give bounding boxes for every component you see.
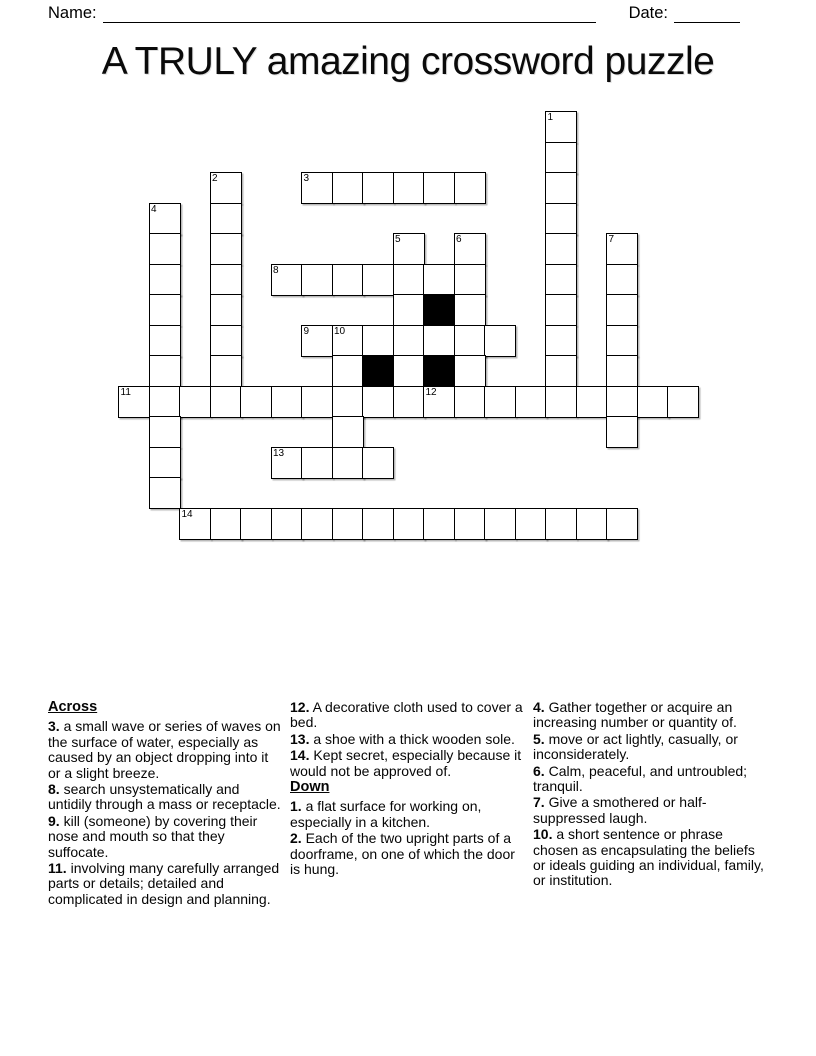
puzzle-title: A TRULY amazing crossword puzzle bbox=[101, 40, 715, 83]
grid-cell[interactable] bbox=[301, 386, 333, 418]
grid-cell[interactable] bbox=[210, 203, 242, 235]
grid-cell[interactable] bbox=[606, 416, 638, 448]
grid-cell[interactable] bbox=[210, 508, 242, 540]
grid-cell[interactable] bbox=[484, 386, 516, 418]
blocked-cell bbox=[423, 355, 455, 387]
clue-number: 12 bbox=[425, 386, 437, 398]
grid-cell[interactable] bbox=[271, 386, 303, 418]
grid-cell[interactable] bbox=[667, 386, 699, 418]
clue: 3. a small wave or series of waves on the surface of water, especially as caused by an object dropping into it or a slight breeze. bbox=[48, 718, 281, 781]
grid-cell[interactable] bbox=[332, 416, 364, 448]
clue-number: 3 bbox=[303, 173, 310, 184]
clue: 2. Each of the two upright parts of a doorframe, on one of which the door is hung. bbox=[290, 830, 515, 878]
grid-cell[interactable] bbox=[301, 447, 333, 479]
grid-cell[interactable] bbox=[454, 355, 486, 387]
clue: 8. search unsystematically and untidily through a mass or receptacle. bbox=[48, 781, 281, 813]
grid-cell[interactable] bbox=[393, 172, 425, 204]
grid-cell[interactable] bbox=[393, 233, 425, 265]
grid-cell[interactable] bbox=[210, 233, 242, 265]
grid-cell[interactable] bbox=[423, 172, 455, 204]
clue-number-label: 9. bbox=[48, 812, 60, 829]
clues-column-down bbox=[533, 700, 766, 890]
grid-cell[interactable] bbox=[454, 386, 486, 418]
clue-number: 6 bbox=[456, 234, 462, 245]
grid-cell[interactable] bbox=[576, 386, 608, 418]
grid-cell[interactable] bbox=[454, 264, 486, 296]
grid-cell[interactable] bbox=[545, 508, 577, 540]
grid-cell[interactable] bbox=[210, 355, 242, 387]
grid-cell[interactable] bbox=[606, 386, 638, 418]
grid-cell[interactable] bbox=[149, 477, 181, 509]
grid-cell[interactable] bbox=[454, 325, 486, 357]
grid-cell[interactable] bbox=[332, 508, 364, 540]
clues-column-middle bbox=[290, 700, 523, 878]
grid-cell[interactable] bbox=[545, 294, 577, 326]
grid-cell[interactable] bbox=[454, 172, 486, 204]
grid-cell[interactable] bbox=[454, 233, 486, 265]
grid-cell[interactable] bbox=[545, 172, 577, 204]
grid-cell[interactable] bbox=[545, 233, 577, 265]
grid-cell[interactable] bbox=[362, 447, 394, 479]
clue: 9. kill (someone) by covering their nose and mouth so that they suffocate. bbox=[48, 812, 258, 860]
grid-cell[interactable] bbox=[179, 386, 211, 418]
date-label: Date: bbox=[628, 4, 668, 22]
clue-number: 14 bbox=[181, 508, 193, 520]
grid-cell[interactable] bbox=[149, 264, 181, 296]
clue-number-label: 4. bbox=[533, 699, 545, 715]
clue-number: 2 bbox=[212, 173, 218, 184]
clue-number-label: 6. bbox=[533, 762, 545, 779]
grid-cell[interactable] bbox=[271, 264, 303, 296]
clue-number-label: 12. bbox=[290, 699, 310, 715]
clue: 11. involving many carefully arranged parts or details; detailed and complicated in design and planning. bbox=[48, 860, 280, 907]
grid-cell[interactable] bbox=[332, 447, 364, 479]
grid-cell[interactable] bbox=[454, 294, 486, 326]
clue-number-label: 14. bbox=[290, 747, 310, 764]
grid-cell[interactable] bbox=[393, 355, 425, 387]
clues-column-across bbox=[48, 700, 281, 908]
clue: 1. a flat surface for working on, especially in a kitchen. bbox=[290, 798, 482, 830]
clue: 5. move or act lightly, casually, or inconsiderately. bbox=[533, 730, 738, 763]
blocked-cell bbox=[362, 355, 394, 387]
grid-cell[interactable] bbox=[393, 325, 425, 357]
grid-cell[interactable] bbox=[606, 294, 638, 326]
grid-cell[interactable] bbox=[606, 355, 638, 387]
grid-cell[interactable] bbox=[118, 386, 150, 418]
grid-cell[interactable] bbox=[545, 203, 577, 235]
clue-number-label: 3. bbox=[48, 718, 60, 735]
grid-cell[interactable] bbox=[240, 508, 272, 540]
clue-number-label: 7. bbox=[533, 794, 545, 811]
clue-number-label: 5. bbox=[533, 730, 545, 747]
grid-cell[interactable] bbox=[393, 386, 425, 418]
clue-number-label: 1. bbox=[290, 798, 302, 815]
grid-cell[interactable] bbox=[423, 264, 455, 296]
grid-cell[interactable] bbox=[393, 264, 425, 296]
grid-cell[interactable] bbox=[210, 386, 242, 418]
grid-cell[interactable] bbox=[576, 508, 608, 540]
grid-cell[interactable] bbox=[362, 172, 394, 204]
grid-cell[interactable] bbox=[149, 294, 181, 326]
grid-cell[interactable] bbox=[545, 386, 577, 418]
clue: 13. a shoe with a thick wooden sole. bbox=[290, 730, 515, 747]
grid-cell[interactable] bbox=[606, 264, 638, 296]
grid-cell[interactable] bbox=[423, 386, 455, 418]
grid-cell[interactable] bbox=[149, 386, 181, 418]
grid-cell[interactable] bbox=[484, 508, 516, 540]
grid-cell[interactable] bbox=[210, 172, 242, 204]
grid-cell[interactable] bbox=[515, 386, 547, 418]
clue-number: 4 bbox=[151, 203, 157, 215]
crossword-grid bbox=[118, 111, 716, 557]
grid-cell[interactable] bbox=[240, 386, 272, 418]
grid-cell[interactable] bbox=[545, 142, 577, 174]
grid-cell[interactable] bbox=[362, 325, 394, 357]
grid-cell[interactable] bbox=[362, 386, 394, 418]
clue: 10. a short sentence or phrase chosen as encapsulating the beliefs or ideals guiding an individual, family, or institution. bbox=[533, 826, 764, 889]
grid-cell[interactable] bbox=[179, 508, 211, 540]
grid-cell[interactable] bbox=[210, 264, 242, 296]
clue-number: 5 bbox=[395, 234, 401, 245]
clue-number-label: 8. bbox=[48, 781, 60, 798]
clue-section-header: Down bbox=[290, 779, 330, 796]
grid-cell[interactable] bbox=[149, 355, 181, 387]
grid-cell[interactable] bbox=[362, 508, 394, 540]
clue-number: 1 bbox=[547, 112, 554, 123]
clue-number: 7 bbox=[608, 234, 615, 245]
clue-number-label: 13. bbox=[290, 730, 310, 747]
grid-cell[interactable] bbox=[545, 355, 577, 387]
grid-cell[interactable] bbox=[545, 264, 577, 296]
grid-cell[interactable] bbox=[149, 203, 181, 235]
grid-cell[interactable] bbox=[393, 508, 425, 540]
clue-section-header: Across bbox=[48, 699, 98, 715]
clue: 12. A decorative cloth used to cover a bed. bbox=[290, 699, 523, 731]
clue-number: 8 bbox=[273, 264, 279, 276]
grid-cell[interactable] bbox=[271, 447, 303, 479]
grid-cell[interactable] bbox=[545, 325, 577, 357]
grid-cell[interactable] bbox=[545, 111, 577, 143]
grid-cell[interactable] bbox=[271, 508, 303, 540]
grid-cell[interactable] bbox=[210, 294, 242, 326]
grid-cell[interactable] bbox=[423, 325, 455, 357]
clue-number: 9 bbox=[303, 325, 310, 337]
grid-cell[interactable] bbox=[149, 325, 181, 357]
grid-cell[interactable] bbox=[637, 386, 669, 418]
clue: 6. Calm, peaceful, and untroubled; tranquil. bbox=[533, 762, 748, 795]
grid-cell[interactable] bbox=[606, 233, 638, 265]
grid-cell[interactable] bbox=[332, 355, 364, 387]
grid-cell[interactable] bbox=[332, 386, 364, 418]
grid-cell[interactable] bbox=[301, 508, 333, 540]
grid-cell[interactable] bbox=[332, 325, 364, 357]
grid-cell[interactable] bbox=[423, 508, 455, 540]
grid-cell[interactable] bbox=[454, 508, 486, 540]
date-blank-line[interactable] bbox=[674, 3, 740, 23]
clue-number-label: 2. bbox=[290, 830, 302, 847]
clue: 14. Kept secret, especially because it would not be approved of. bbox=[290, 747, 522, 779]
name-blank-line[interactable] bbox=[103, 3, 596, 23]
name-date-row bbox=[48, 3, 740, 23]
grid-cell[interactable] bbox=[332, 172, 364, 204]
grid-cell[interactable] bbox=[301, 325, 333, 357]
clue: 4. Gather together or acquire an increasing number or quantity of. bbox=[533, 699, 737, 731]
grid-cell[interactable] bbox=[301, 172, 333, 204]
clue: 7. Give a smothered or half-suppressed laugh. bbox=[533, 794, 707, 826]
grid-cell[interactable] bbox=[149, 416, 181, 448]
grid-cell[interactable] bbox=[362, 264, 394, 296]
clue-number: 13 bbox=[273, 447, 285, 459]
clue-number: 11 bbox=[120, 386, 131, 398]
grid-cell[interactable] bbox=[606, 325, 638, 357]
grid-cell[interactable] bbox=[606, 508, 638, 540]
grid-cell[interactable] bbox=[484, 325, 516, 357]
clue-number-label: 10. bbox=[533, 826, 553, 843]
clue-number: 10 bbox=[334, 325, 346, 337]
name-label: Name: bbox=[48, 4, 97, 22]
clue-number-label: 11. bbox=[48, 860, 67, 877]
grid-cell[interactable] bbox=[332, 264, 364, 296]
grid-cell[interactable] bbox=[393, 294, 425, 326]
grid-cell[interactable] bbox=[515, 508, 547, 540]
grid-cell[interactable] bbox=[149, 447, 181, 479]
grid-cell[interactable] bbox=[149, 233, 181, 265]
blocked-cell bbox=[423, 294, 455, 326]
grid-cell[interactable] bbox=[210, 325, 242, 357]
grid-cell[interactable] bbox=[301, 264, 333, 296]
